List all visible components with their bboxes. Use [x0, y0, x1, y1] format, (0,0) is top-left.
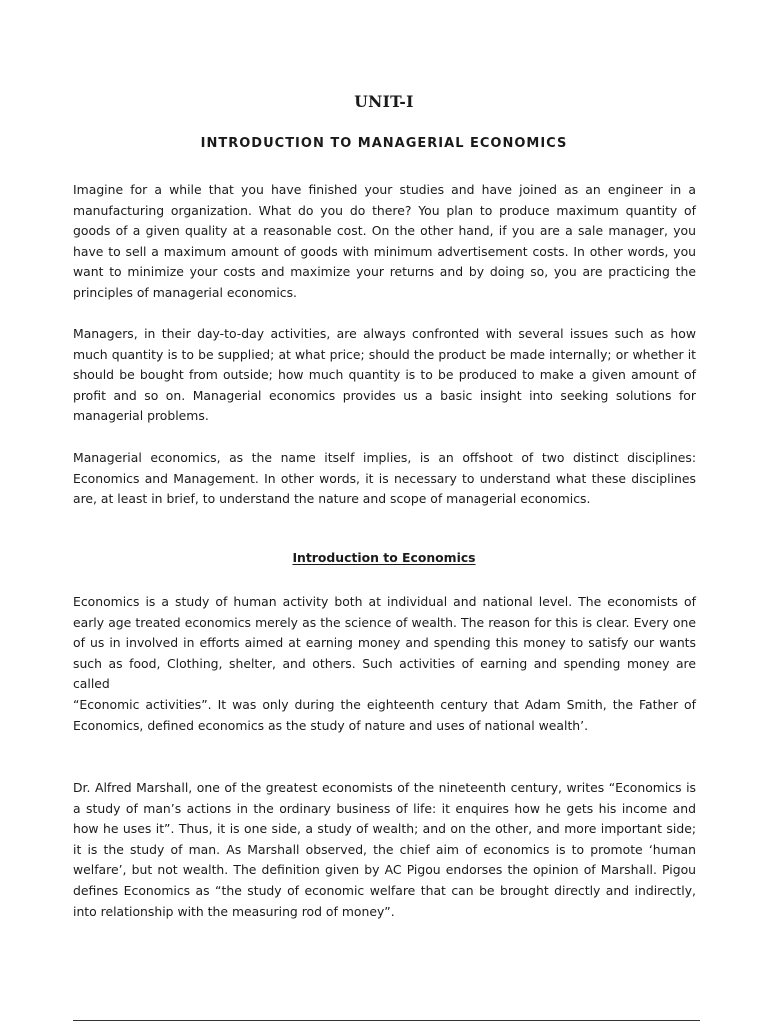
paragraph-economics-1-part-a: Economics is a study of human activity both at individual and national level. The economists of early age treated economics merely as the science of wealth. The reason for this is clear. Every one of us in involved in efforts aimed at earning money and spending this money to satisfy our wants such as food, Clothing, shelter, and others. Such activities of earning and spending money are called — [73, 594, 696, 692]
paragraph-economics-1 — [73, 592, 696, 736]
paragraph-intro-3: Managerial economics, as the name itself implies, is an offshoot of two distinct disciplines: Economics and Management. In other words, it is necessary to understand what these disciplines are, at least in brief, to understand the nature and scope of managerial economics. — [73, 450, 696, 507]
chapter-title: INTRODUCTION TO MANAGERIAL ECONOMICS — [200, 136, 568, 151]
unit-title: UNIT-I — [354, 92, 414, 111]
paragraph-marshall: Dr. Alfred Marshall, one of the greatest economists of the nineteenth century, writes “Economics is a study of man’s actions in the ordinary business of life: it enquires how he gets his income and how he uses it”. Thus, it is one side, a study of wealth; and on the other, and more important side; it is the study of man. As Marshall observed, the chief aim of economics is to promote ‘human welfare’, but not wealth. The definition given by AC Pigou endorses the opinion of Marshall. Pigou defines Economics as “the study of economic welfare that can be brought directly and indirectly, into relationship with the measuring rod of money”. — [73, 780, 696, 919]
paragraph-economics-1-part-b: “Economic activities”. It was only during the eighteenth century that Adam Smith, the Father of Economics, defined economics as the study of nature and uses of national wealth’. — [73, 696, 696, 733]
footer-divider — [73, 1020, 700, 1021]
paragraph-intro-2: Managers, in their day-to-day activities, are always confronted with several issues such as how much quantity is to be supplied; at what price; should the product be made internally; or whether it should be bought from outside; how much quantity is to be produced to make a given amount of profit and so on. Managerial economics provides us a basic insight into seeking solutions for managerial problems. — [73, 326, 696, 424]
paragraph-intro-1: Imagine for a while that you have finished your studies and have joined as an engineer in a manufacturing organization. What do you do there? You plan to produce maximum quantity of goods of a given quality at a reasonable cost. On the other hand, if you are a sale manager, you have to sell a maximum amount of goods with minimum advertisement costs. In other words, you want to minimize your costs and maximize your returns and by doing so, you are practicing the principles of managerial economics. — [73, 182, 696, 300]
section-heading: Introduction to Economics — [292, 550, 476, 565]
